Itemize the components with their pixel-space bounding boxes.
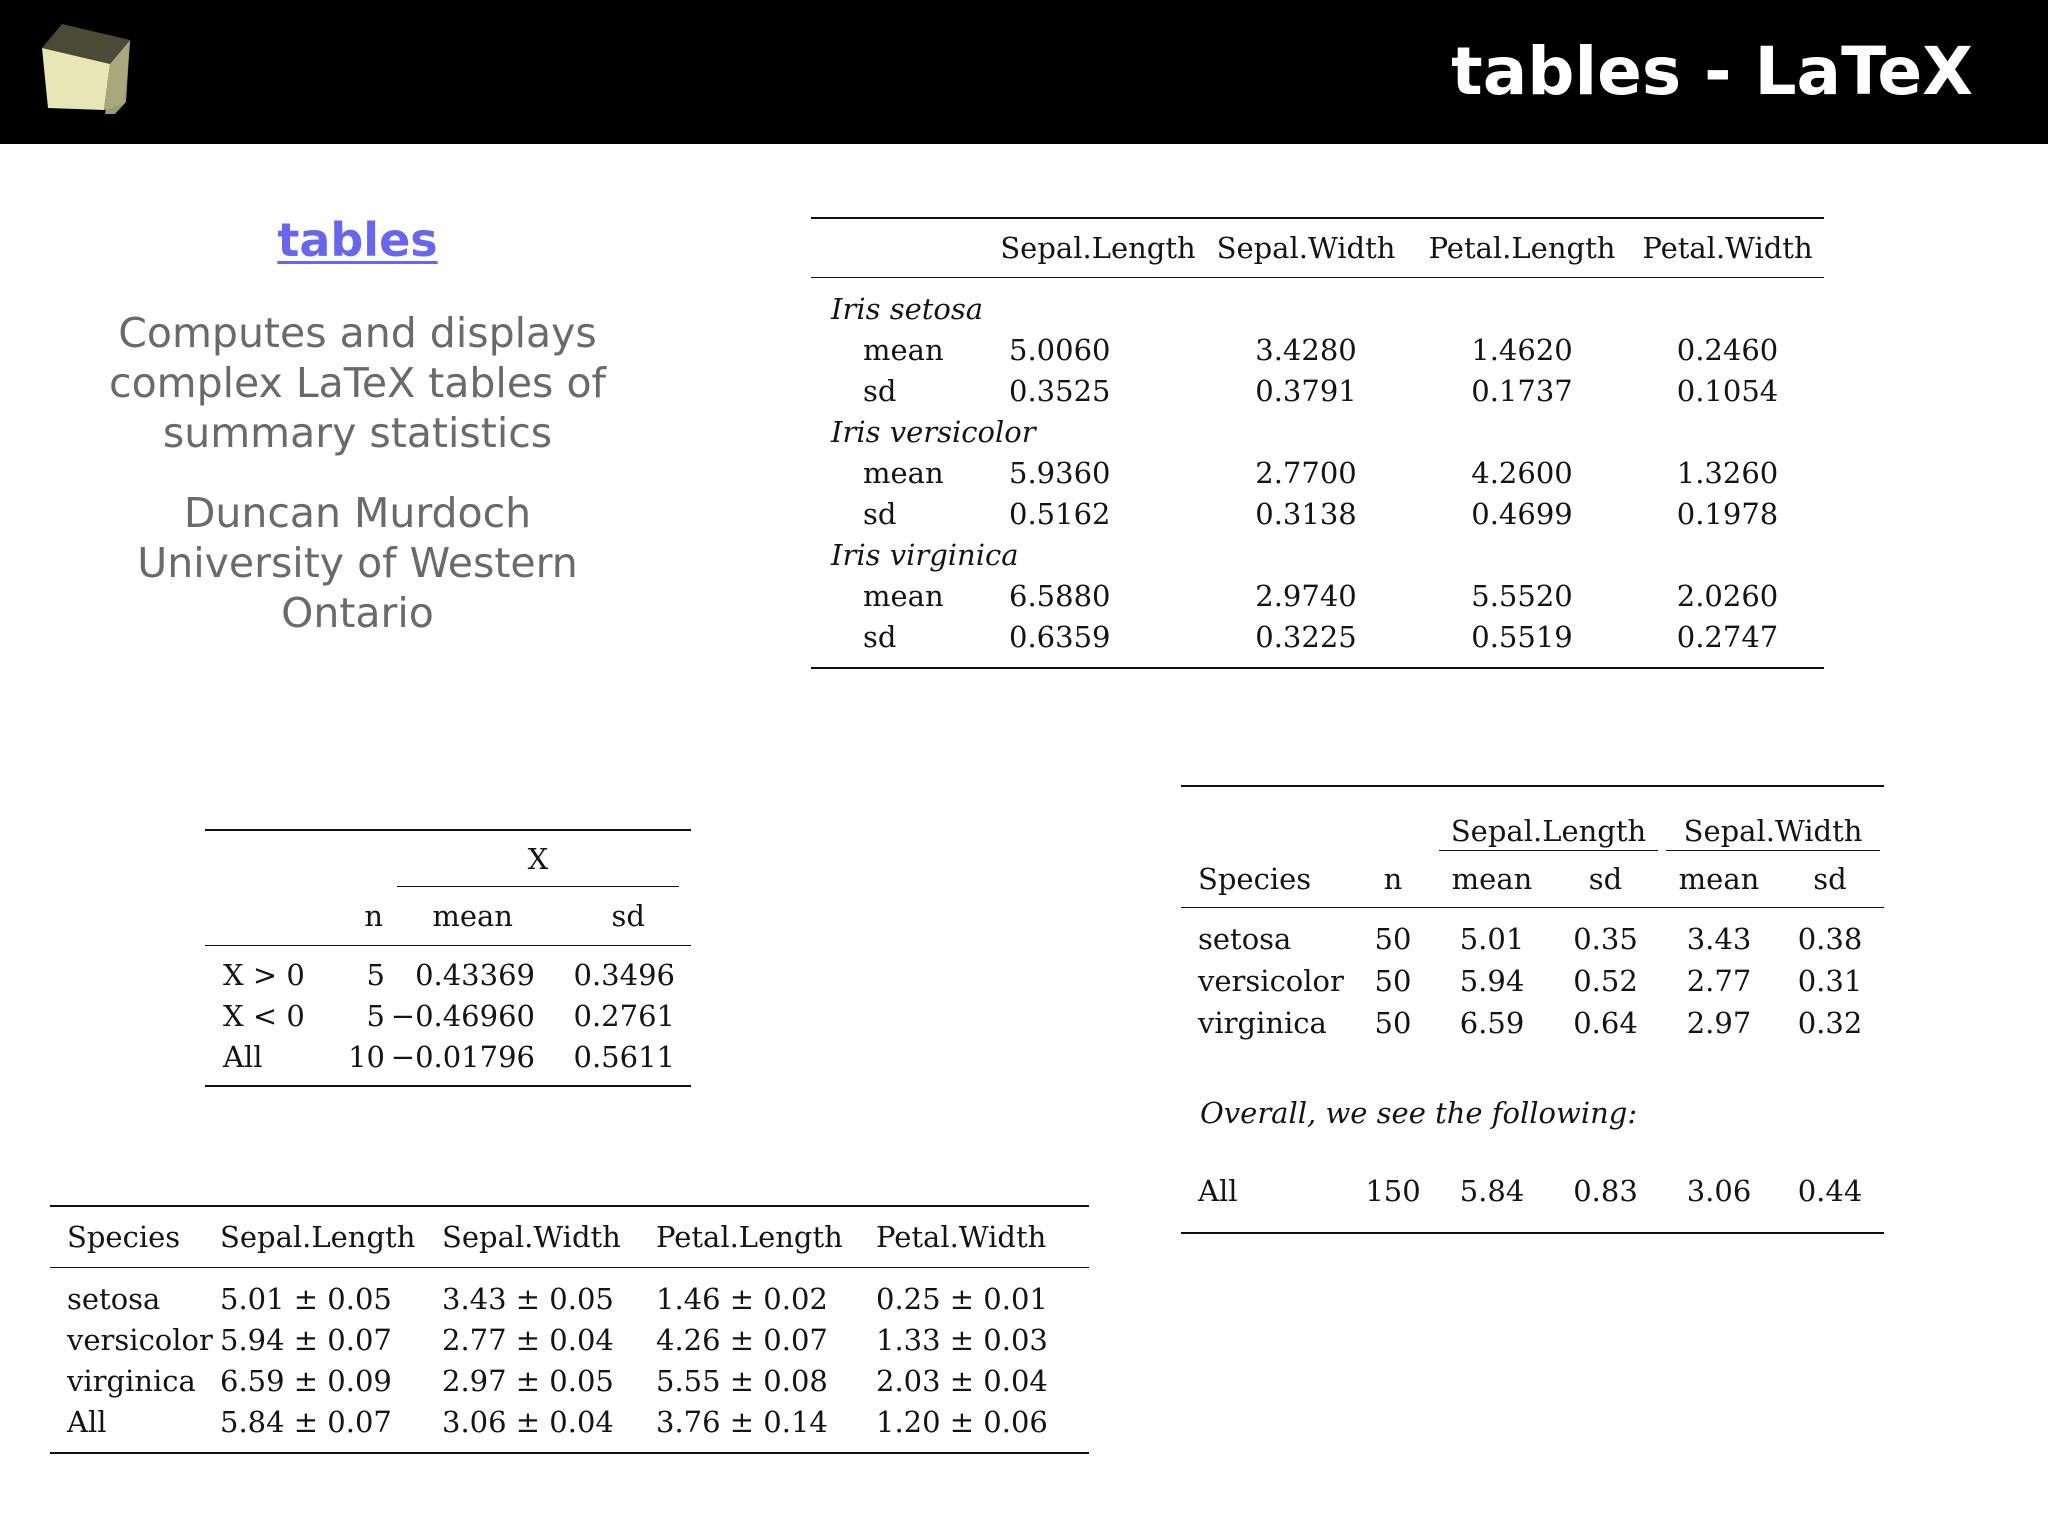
table-row: virginica 6.59 ± 0.09 2.97 ± 0.05 5.55 ± 0.08 2.03 ± 0.04 <box>67 1363 1048 1398</box>
column-header: mean <box>1678 862 1760 896</box>
column-header: sd <box>1813 862 1847 896</box>
author-affiliation: Ontario <box>281 589 434 637</box>
description-line: summary statistics <box>162 409 553 457</box>
table-row: X < 0 5 −0.46960 0.2761 <box>223 998 675 1033</box>
x-summary-table <box>205 829 691 1087</box>
group-label: Iris versicolor <box>831 414 1036 449</box>
table-row: X > 0 5 0.43369 0.3496 <box>223 957 675 992</box>
table-row: virginica 50 6.59 0.64 2.97 0.32 <box>1198 1006 1863 1040</box>
iris-grouped-stats-table <box>811 217 1824 669</box>
column-header: mean <box>1451 862 1533 896</box>
slide-title: tables - LaTeX <box>1451 33 1973 110</box>
table-row: All 150 5.84 0.83 3.06 0.44 <box>1181 1136 1884 1233</box>
column-header: Petal.Width <box>876 1220 1047 1254</box>
table-row: versicolor 50 5.94 0.52 2.77 0.31 <box>1198 964 1863 998</box>
column-header: Species <box>1198 862 1312 896</box>
column-header: sd <box>611 899 645 933</box>
description-line: complex LaTeX tables of <box>109 359 606 407</box>
slide-header <box>0 0 2048 144</box>
tables-package-link[interactable]: tables <box>277 213 438 267</box>
species-sepal-table <box>1181 785 1884 1234</box>
table-row: sd 0.5162 0.3138 0.4699 0.1978 <box>863 496 1779 531</box>
group-label: Iris setosa <box>831 291 984 326</box>
table-row: sd 0.6359 0.3225 0.5519 0.2747 <box>811 616 1824 668</box>
column-header: Sepal.Width <box>1216 231 1396 265</box>
description-line: Computes and displays <box>118 309 597 357</box>
column-header: n <box>1383 862 1403 896</box>
group-label: Iris virginica <box>831 537 1019 572</box>
column-header: Sepal.Length <box>1000 231 1196 265</box>
table-row: All 5.84 ± 0.07 3.06 ± 0.04 3.76 ± 0.14 1.20 ± 0.06 <box>50 1401 1089 1453</box>
table-row: sd 0.3525 0.3791 0.1737 0.1054 <box>863 373 1779 408</box>
column-header: Petal.Length <box>1428 231 1616 265</box>
column-header: Sepal.Width <box>442 1220 621 1254</box>
table-row: setosa 50 5.01 0.35 3.43 0.38 <box>1198 922 1863 956</box>
table-row: versicolor 5.94 ± 0.07 2.77 ± 0.04 4.26 ± 0.07 1.33 ± 0.03 <box>67 1322 1048 1357</box>
table-row: All 10 −0.01796 0.5611 <box>205 1036 691 1086</box>
cube-icon <box>36 18 132 114</box>
author-name: Duncan Murdoch <box>183 489 532 537</box>
table-row: mean 5.9360 2.7700 4.2600 1.3260 <box>863 455 1779 490</box>
author-affiliation: University of Western <box>137 539 578 587</box>
author-info <box>60 488 655 638</box>
column-header: Sepal.Length <box>220 1220 416 1254</box>
column-header: sd <box>1588 862 1623 896</box>
column-header: Species <box>67 1220 181 1254</box>
table-row: setosa 5.01 ± 0.05 3.43 ± 0.05 1.46 ± 0.02 0.25 ± 0.01 <box>67 1281 1048 1316</box>
span-header: X <box>397 832 679 887</box>
package-description <box>60 308 655 458</box>
table-row: mean 5.0060 3.4280 1.4620 0.2460 <box>863 332 1779 367</box>
intro-panel <box>60 210 655 638</box>
column-header: Petal.Width <box>1642 231 1813 265</box>
table-note: Overall, we see the following: <box>1200 1096 1638 1130</box>
span-header: Sepal.Width <box>1666 814 1880 851</box>
species-mean-se-table <box>50 1205 1089 1454</box>
column-header: n <box>364 899 383 933</box>
column-header: Petal.Length <box>656 1220 843 1254</box>
span-header: Sepal.Length <box>1439 814 1658 851</box>
column-header: mean <box>432 899 513 933</box>
table-row: mean 6.5880 2.9740 5.5520 2.0260 <box>863 578 1779 613</box>
